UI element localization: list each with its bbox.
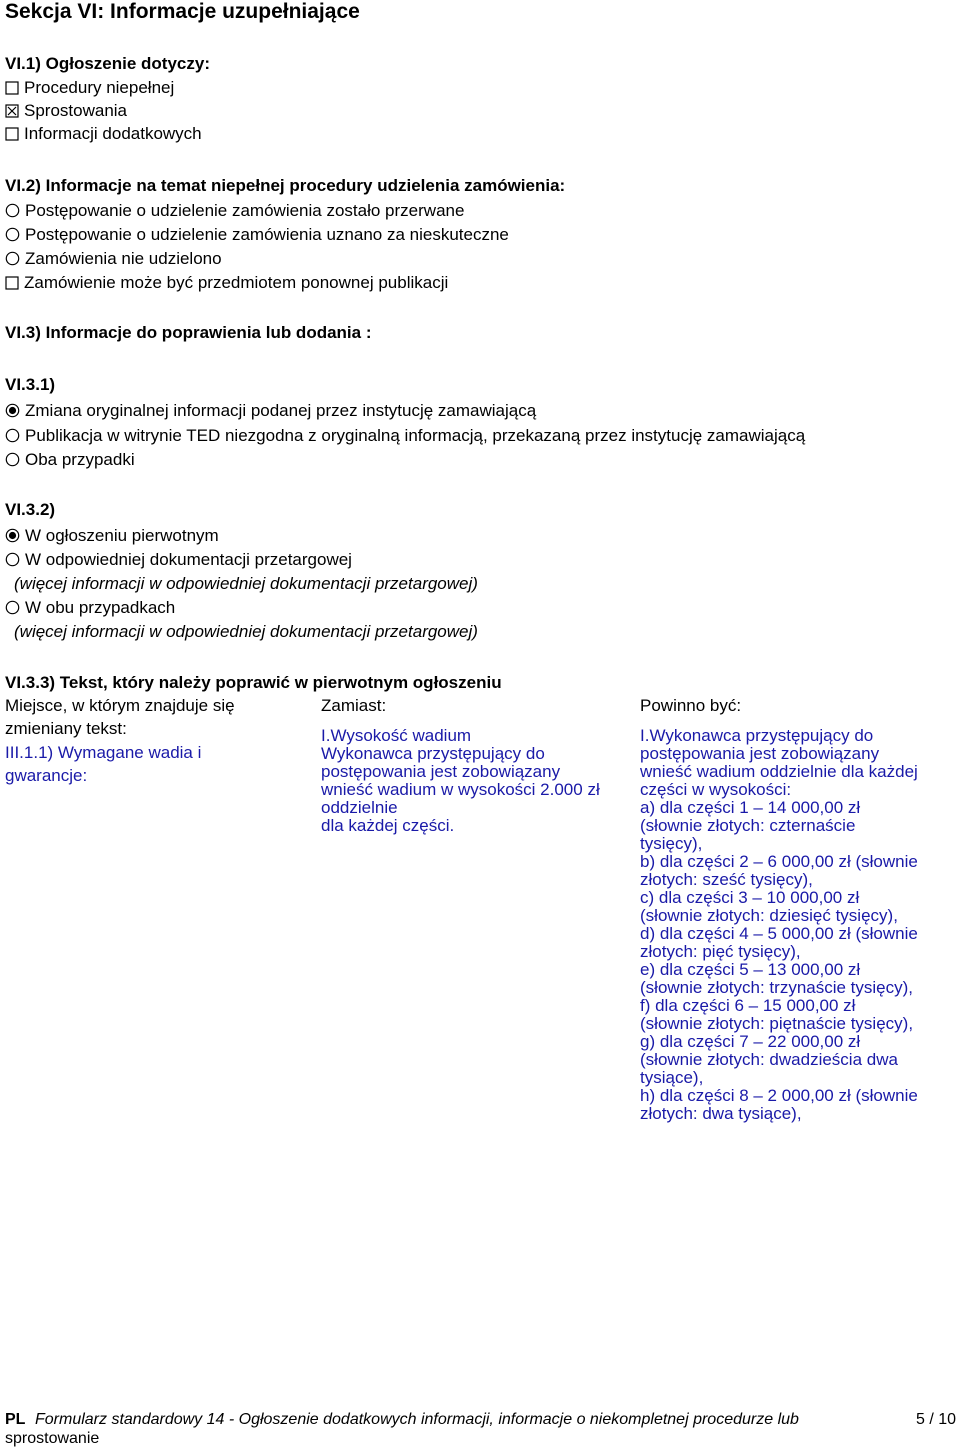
should-line: tysiące), xyxy=(640,1068,704,1087)
vi32-heading: VI.3.2) xyxy=(5,500,56,519)
place-line: gwarancje: xyxy=(5,766,88,785)
checkbox-empty-icon[interactable] xyxy=(5,276,19,290)
vi2-option-przerwane[interactable] xyxy=(5,199,464,222)
col-should-value xyxy=(640,727,918,1123)
should-line: h) dla części 8 – 2 000,00 zł (słownie xyxy=(640,1086,918,1105)
should-line: części w wysokości: xyxy=(640,780,792,799)
should-line: złotych: sześć tysięcy), xyxy=(640,870,813,889)
option-label: Sprostowania xyxy=(24,101,128,120)
page-number: 5 / 10 xyxy=(915,1411,956,1428)
vi1-heading: VI.1) Ogłoszenie dotyczy: xyxy=(5,54,210,73)
footer-form-title-cont: sprostowanie xyxy=(5,1430,100,1447)
instead-line: oddzielnie xyxy=(321,798,398,817)
vi32-note: (więcej informacji w odpowiedniej dokumentacji przetargowej) xyxy=(14,574,478,593)
radio-empty-icon[interactable] xyxy=(5,452,20,467)
vi32-note: (więcej informacji w odpowiedniej dokumentacji przetargowej) xyxy=(14,622,478,641)
place-line: III.1.1) Wymagane wadia i xyxy=(5,743,202,762)
instead-line: wnieść wadium w wysokości 2.000 zł xyxy=(321,780,600,799)
should-line: f) dla części 6 – 15 000,00 zł xyxy=(640,996,856,1015)
should-line: (słownie złotych: dziesięć tysięcy), xyxy=(640,906,898,925)
checkbox-checked-icon[interactable] xyxy=(5,104,19,118)
col-should-header: Powinno być: xyxy=(640,696,742,715)
should-line: (słownie złotych: trzynaście tysięcy), xyxy=(640,978,914,997)
should-line: (słownie złotych: czternaście xyxy=(640,816,856,835)
should-line: złotych: dwa tysiące), xyxy=(640,1104,802,1123)
vi31-option-oba[interactable] xyxy=(5,448,135,471)
option-label: Procedury niepełnej xyxy=(24,78,175,97)
col-instead-header: Zamiast: xyxy=(321,696,387,715)
radio-empty-icon[interactable] xyxy=(5,203,20,218)
radio-selected-icon[interactable] xyxy=(5,528,20,543)
option-label: Zamówienia nie udzielono xyxy=(25,249,222,268)
vi32-option-obu[interactable] xyxy=(5,596,175,619)
vi32-option-dokumentacja[interactable] xyxy=(5,548,352,571)
option-label: Zamówienie może być przedmiotem ponownej publikacji xyxy=(24,273,449,292)
vi1-option-informacji[interactable] xyxy=(5,122,202,145)
should-line: a) dla części 1 – 14 000,00 zł xyxy=(640,798,861,817)
col-place-header xyxy=(5,694,235,740)
col-place-header-line: Miejsce, w którym znajduje się xyxy=(5,696,235,715)
should-line: wnieść wadium oddzielnie dla każdej xyxy=(640,762,918,781)
col-instead-value xyxy=(321,727,600,835)
vi2-option-ponowna-publikacja[interactable] xyxy=(5,271,448,294)
should-line: c) dla części 3 – 10 000,00 zł xyxy=(640,888,860,907)
vi2-heading: VI.2) Informacje na temat niepełnej procedury udzielenia zamówienia: xyxy=(5,176,566,195)
option-label: Postępowanie o udzielenie zamówienia zostało przerwane xyxy=(25,201,465,220)
option-label: Zmiana oryginalnej informacji podanej przez instytucję zamawiającą xyxy=(25,401,537,420)
option-label: W obu przypadkach xyxy=(25,598,176,617)
col-place-value xyxy=(5,741,201,787)
should-line: b) dla części 2 – 6 000,00 zł (słownie xyxy=(640,852,918,871)
footer-lang: PL xyxy=(5,1411,26,1428)
option-label: Informacji dodatkowych xyxy=(24,124,202,143)
instead-line: I.Wysokość wadium xyxy=(321,726,472,745)
vi1-option-sprostowania[interactable] xyxy=(5,99,127,122)
checkbox-empty-icon[interactable] xyxy=(5,81,19,95)
section-title: Sekcja VI: Informacje uzupełniające xyxy=(5,0,360,23)
option-label: W ogłoszeniu pierwotnym xyxy=(25,526,219,545)
should-line: e) dla części 5 – 13 000,00 zł xyxy=(640,960,861,979)
vi3-heading: VI.3) Informacje do poprawienia lub dodania : xyxy=(5,323,372,342)
option-label: Publikacja w witrynie TED niezgodna z oryginalną informacją, przekazaną przez instytucję zamawiającą xyxy=(25,426,806,445)
should-line: (słownie złotych: piętnaście tysięcy), xyxy=(640,1014,914,1033)
radio-selected-icon[interactable] xyxy=(5,403,20,418)
footer-form-title: Formularz standardowy 14 - Ogłoszenie dodatkowych informacji, informacje o niekompletnej procedurze lub xyxy=(35,1411,799,1428)
vi2-option-nie-udzielono[interactable] xyxy=(5,247,222,270)
vi2-option-nieskuteczne[interactable] xyxy=(5,223,509,246)
instead-line: postępowania jest zobowiązany xyxy=(321,762,561,781)
vi32-option-pierwotne[interactable] xyxy=(5,524,219,547)
vi31-option-ted[interactable] xyxy=(5,424,805,447)
radio-empty-icon[interactable] xyxy=(5,428,20,443)
option-label: Oba przypadki xyxy=(25,450,135,469)
radio-empty-icon[interactable] xyxy=(5,227,20,242)
instead-line: dla każdej części. xyxy=(321,816,455,835)
should-line: postępowania jest zobowiązany xyxy=(640,744,880,763)
should-line: (słownie złotych: dwadzieścia dwa xyxy=(640,1050,898,1069)
vi33-heading: VI.3.3) Tekst, który należy poprawić w pierwotnym ogłoszeniu xyxy=(5,673,502,692)
vi1-option-procedury[interactable] xyxy=(5,76,174,99)
should-line: I.Wykonawca przystępujący do xyxy=(640,726,874,745)
vi31-heading: VI.3.1) xyxy=(5,375,56,394)
checkbox-empty-icon[interactable] xyxy=(5,127,19,141)
should-line: złotych: pięć tysięcy), xyxy=(640,942,801,961)
col-place-header-line: zmieniany tekst: xyxy=(5,719,127,738)
option-label: W odpowiedniej dokumentacji przetargowej xyxy=(25,550,352,569)
instead-line: Wykonawca przystępujący do xyxy=(321,744,545,763)
option-label: Postępowanie o udzielenie zamówienia uznano za nieskuteczne xyxy=(25,225,509,244)
radio-empty-icon[interactable] xyxy=(5,251,20,266)
should-line: d) dla części 4 – 5 000,00 zł (słownie xyxy=(640,924,918,943)
should-line: g) dla części 7 – 22 000,00 zł xyxy=(640,1032,861,1051)
vi31-option-zmiana[interactable] xyxy=(5,399,536,422)
radio-empty-icon[interactable] xyxy=(5,552,20,567)
radio-empty-icon[interactable] xyxy=(5,600,20,615)
should-line: tysięcy), xyxy=(640,834,703,853)
